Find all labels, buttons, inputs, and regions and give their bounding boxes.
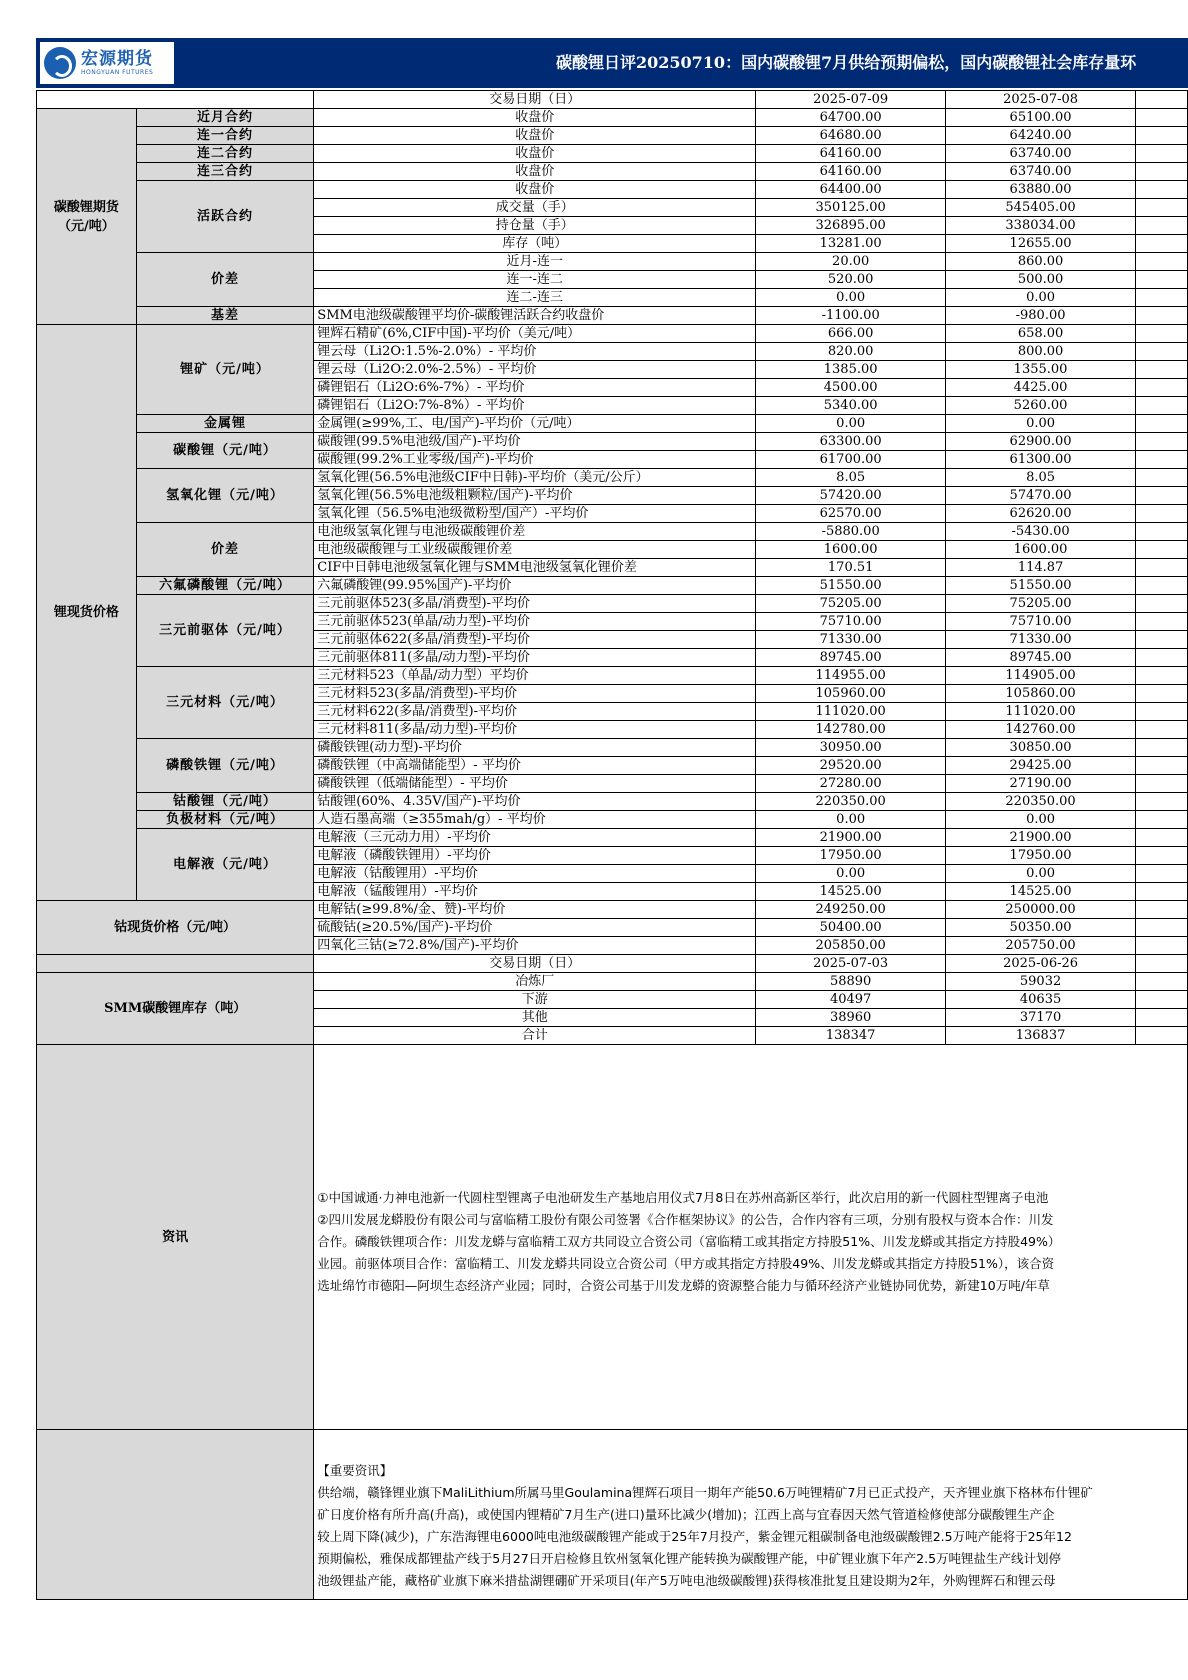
spot-item-label: CIF中日韩电池级氢氧化锂与SMM电池级氢氧化锂价差: [314, 559, 756, 577]
spot-value-3: [1136, 721, 1188, 739]
spot-value-3: [1136, 559, 1188, 577]
spot-item-label: 三元材料622(多晶/消费型)-平均价: [314, 703, 756, 721]
important-line: 预期偏松，雅保成都锂盐产线于5月27日开启检修且钦州氢氧化锂产能转换为碳酸锂产能，中矿锂业旗下年产2.5万吨锂盐生产线计划停: [317, 1551, 1062, 1566]
important-line: 矿日度价格有所升高(升高)，或使国内锂精矿7月生产(进口)量环比减少(增加)；江西上高与宜春因天然气管道检修使部分碳酸锂生产企: [317, 1507, 1055, 1522]
spot-item-label: 钴酸锂(60%、4.35V/国产)-平均价: [314, 793, 756, 811]
cobalt-value-3: [1136, 919, 1188, 937]
spot-value-3: [1136, 865, 1188, 883]
futures-value-2: 545405.00: [946, 199, 1136, 217]
futures-item-label: 连二-连三: [314, 289, 756, 307]
spot-subcategory: 碳酸锂（元/吨）: [136, 433, 314, 469]
futures-item-label: 收盘价: [314, 181, 756, 199]
date-col-2: 2025-07-08: [946, 91, 1136, 109]
spot-item-label: 锂云母（Li2O:2.0%-2.5%）- 平均价: [314, 361, 756, 379]
table-row: [37, 955, 1188, 973]
spot-value-2: 114.87: [946, 559, 1136, 577]
spot-value-3: [1136, 523, 1188, 541]
spot-value-3: [1136, 613, 1188, 631]
inventory-value-1: 138347: [756, 1027, 946, 1045]
spot-item-label: 碳酸锂(99.5%电池级/国产)-平均价: [314, 433, 756, 451]
table-row: [37, 577, 1188, 595]
inventory-item-label: 下游: [314, 991, 756, 1009]
futures-value-2: 0.00: [946, 289, 1136, 307]
spot-subcategory: 氢氧化锂（元/吨）: [136, 469, 314, 523]
table-row: [37, 253, 1188, 271]
spot-value-3: [1136, 451, 1188, 469]
spot-item-label: 磷锂铝石（Li2O:7%-8%）- 平均价: [314, 397, 756, 415]
table-row: [37, 307, 1188, 325]
futures-value-1: 13281.00: [756, 235, 946, 253]
futures-item-label: SMM电池级碳酸锂平均价-碳酸锂活跃合约收盘价: [314, 307, 756, 325]
spot-value-3: [1136, 757, 1188, 775]
spot-subcategory: 金属锂: [136, 415, 314, 433]
spot-item-label: 金属锂(≥99%,工、电/国产)-平均价（元/吨）: [314, 415, 756, 433]
logo-en-text: HONGYUAN FUTURES: [81, 68, 154, 76]
spot-value-1: 220350.00: [756, 793, 946, 811]
spot-value-2: 75710.00: [946, 613, 1136, 631]
futures-item-label: 收盘价: [314, 163, 756, 181]
futures-item-label: 成交量（手）: [314, 199, 756, 217]
futures-value-3: [1136, 109, 1188, 127]
spot-item-label: 磷锂铝石（Li2O:6%-7%）- 平均价: [314, 379, 756, 397]
spot-value-3: [1136, 379, 1188, 397]
spot-value-2: 30850.00: [946, 739, 1136, 757]
spot-value-3: [1136, 883, 1188, 901]
spot-item-label: 电解液（磷酸铁锂用）-平均价: [314, 847, 756, 865]
spot-value-1: 0.00: [756, 865, 946, 883]
futures-value-2: 63740.00: [946, 145, 1136, 163]
spot-value-1: 170.51: [756, 559, 946, 577]
cobalt-value-2: 250000.00: [946, 901, 1136, 919]
table-row: [37, 973, 1188, 991]
spot-value-1: -5880.00: [756, 523, 946, 541]
futures-category: 碳酸锂期货（元/吨）: [37, 109, 137, 325]
table-row: [37, 523, 1188, 541]
table-row: [37, 433, 1188, 451]
inventory-value-1: 38960: [756, 1009, 946, 1027]
spot-value-3: [1136, 541, 1188, 559]
spot-value-3: [1136, 739, 1188, 757]
inventory-date-3: [1136, 955, 1188, 973]
inventory-date-2: 2025-06-26: [946, 955, 1136, 973]
spot-value-2: 114905.00: [946, 667, 1136, 685]
futures-value-1: 20.00: [756, 253, 946, 271]
spot-value-1: 105960.00: [756, 685, 946, 703]
spot-value-3: [1136, 685, 1188, 703]
spot-value-2: 62620.00: [946, 505, 1136, 523]
spot-value-2: 4425.00: [946, 379, 1136, 397]
futures-value-1: 64400.00: [756, 181, 946, 199]
news-content: [314, 1045, 1188, 1430]
futures-value-1: 326895.00: [756, 217, 946, 235]
spot-item-label: 氢氧化锂（56.5%电池级微粉型/国产）-平均价: [314, 505, 756, 523]
spot-value-1: 21900.00: [756, 829, 946, 847]
futures-value-2: 12655.00: [946, 235, 1136, 253]
inventory-item-label: 冶炼厂: [314, 973, 756, 991]
spot-subcategory: 负极材料（元/吨）: [136, 811, 314, 829]
spot-value-1: 30950.00: [756, 739, 946, 757]
spot-value-1: 4500.00: [756, 379, 946, 397]
futures-value-1: -1100.00: [756, 307, 946, 325]
spot-value-1: 27280.00: [756, 775, 946, 793]
spot-value-1: 1600.00: [756, 541, 946, 559]
cobalt-item-label: 电解钴(≥99.8%/金、赞)-平均价: [314, 901, 756, 919]
spot-value-3: [1136, 325, 1188, 343]
spot-value-3: [1136, 361, 1188, 379]
futures-value-1: 64700.00: [756, 109, 946, 127]
table-row: [37, 469, 1188, 487]
futures-value-3: [1136, 271, 1188, 289]
spot-value-1: 75205.00: [756, 595, 946, 613]
spot-value-2: 62900.00: [946, 433, 1136, 451]
spot-item-label: 三元材料523（单晶/动力型）平均价: [314, 667, 756, 685]
futures-value-3: [1136, 127, 1188, 145]
company-logo: [40, 42, 174, 84]
spot-item-label: 磷酸铁锂（中高端储能型）- 平均价: [314, 757, 756, 775]
spot-value-2: 105860.00: [946, 685, 1136, 703]
table-row: [37, 145, 1188, 163]
spot-item-label: 电解液（锰酸锂用）-平均价: [314, 883, 756, 901]
spot-value-3: [1136, 415, 1188, 433]
table-row: [37, 91, 1188, 109]
spot-subcategory: 三元前驱体（元/吨）: [136, 595, 314, 667]
spot-value-2: 1600.00: [946, 541, 1136, 559]
cobalt-item-label: 硫酸钴(≥20.5%/国产)-平均价: [314, 919, 756, 937]
report-title: 碳酸锂日评20250710：国内碳酸锂7月供给预期偏松，国内碳酸锂社会库存量环: [556, 53, 1137, 72]
spot-value-3: [1136, 487, 1188, 505]
futures-value-2: 63880.00: [946, 181, 1136, 199]
futures-value-1: 520.00: [756, 271, 946, 289]
cobalt-category: 钴现货价格（元/吨）: [37, 901, 314, 955]
spot-item-label: 人造石墨高端（≥355mah/g）- 平均价: [314, 811, 756, 829]
logo-mark-icon: [44, 47, 76, 79]
cobalt-value-1: 205850.00: [756, 937, 946, 955]
important-label: [37, 1430, 314, 1600]
futures-subcategory: 活跃合约: [136, 181, 314, 253]
spot-value-3: [1136, 343, 1188, 361]
spot-item-label: 三元前驱体523(多晶/消费型)-平均价: [314, 595, 756, 613]
inventory-item-label: 合计: [314, 1027, 756, 1045]
spot-value-1: 62570.00: [756, 505, 946, 523]
spot-value-3: [1136, 397, 1188, 415]
spot-value-2: 27190.00: [946, 775, 1136, 793]
inventory-corner: [37, 955, 314, 973]
spot-value-2: -5430.00: [946, 523, 1136, 541]
spot-value-1: 57420.00: [756, 487, 946, 505]
spot-value-1: 142780.00: [756, 721, 946, 739]
inventory-value-2: 40635: [946, 991, 1136, 1009]
table-row: [37, 811, 1188, 829]
table-row: [37, 829, 1188, 847]
logo-cn-text: 宏源期货: [81, 48, 153, 69]
inventory-category: SMM碳酸锂库存（吨）: [37, 973, 314, 1045]
cobalt-value-3: [1136, 937, 1188, 955]
futures-item-label: 收盘价: [314, 145, 756, 163]
spot-value-2: 0.00: [946, 865, 1136, 883]
spot-item-label: 氢氧化锂(56.5%电池级粗颗粒/国产)-平均价: [314, 487, 756, 505]
table-row: [37, 1430, 1188, 1600]
news-line: 选址绵竹市德阳—阿坝生态经济产业园；同时，合资公司基于川发龙蟒的资源整合能力与循环经济产业链协同优势，新建10万吨/年草: [317, 1278, 1050, 1293]
spot-value-1: 1385.00: [756, 361, 946, 379]
futures-value-2: -980.00: [946, 307, 1136, 325]
table-row: [37, 595, 1188, 613]
spot-value-3: [1136, 649, 1188, 667]
date-col-3: [1136, 91, 1188, 109]
spot-item-label: 三元前驱体622(多晶/消费型)-平均价: [314, 631, 756, 649]
data-table: [36, 90, 1188, 1600]
futures-value-2: 65100.00: [946, 109, 1136, 127]
spot-item-label: 锂云母（Li2O:1.5%-2.0%）- 平均价: [314, 343, 756, 361]
futures-subcategory: 基差: [136, 307, 314, 325]
spot-value-3: [1136, 595, 1188, 613]
spot-subcategory: 锂矿（元/吨）: [136, 325, 314, 415]
futures-item-label: 收盘价: [314, 109, 756, 127]
table-row: [37, 415, 1188, 433]
date-col-1: 2025-07-09: [756, 91, 946, 109]
spot-value-3: [1136, 577, 1188, 595]
spot-value-3: [1136, 847, 1188, 865]
spot-value-1: 666.00: [756, 325, 946, 343]
spot-value-2: 61300.00: [946, 451, 1136, 469]
spot-item-label: 碳酸锂(99.2%工业零级/国产)-平均价: [314, 451, 756, 469]
spot-item-label: 锂辉石精矿(6%,CIF中国)-平均价（美元/吨）: [314, 325, 756, 343]
futures-value-3: [1136, 217, 1188, 235]
news-line: ②四川发展龙蟒股份有限公司与富临精工股份有限公司签署《合作框架协议》的公告，合作内容有三项，分别有股权与资本合作：川发: [317, 1212, 1054, 1227]
table-row: [37, 109, 1188, 127]
news-label: 资讯: [37, 1045, 314, 1430]
spot-value-1: 17950.00: [756, 847, 946, 865]
spot-item-label: 电解液（钴酸锂用）-平均价: [314, 865, 756, 883]
spot-value-3: [1136, 811, 1188, 829]
spot-value-2: 51550.00: [946, 577, 1136, 595]
spot-value-2: 57470.00: [946, 487, 1136, 505]
spot-item-label: 三元前驱体523(单晶/动力型)-平均价: [314, 613, 756, 631]
spot-value-1: 71330.00: [756, 631, 946, 649]
cobalt-value-2: 205750.00: [946, 937, 1136, 955]
futures-value-3: [1136, 163, 1188, 181]
spot-item-label: 磷酸铁锂(动力型)-平均价: [314, 739, 756, 757]
date-header: 交易日期（日）: [314, 91, 756, 109]
futures-value-2: 64240.00: [946, 127, 1136, 145]
spot-value-2: 0.00: [946, 811, 1136, 829]
spot-category: 锂现货价格: [37, 325, 137, 901]
spot-value-2: 142760.00: [946, 721, 1136, 739]
futures-value-1: 64160.00: [756, 145, 946, 163]
futures-value-1: 350125.00: [756, 199, 946, 217]
futures-item-label: 持仓量（手）: [314, 217, 756, 235]
cobalt-value-1: 249250.00: [756, 901, 946, 919]
news-line: 业园。前驱体项目合作：富临精工、川发龙蟒共同设立合资公司（甲方或其指定方持股49%、川发龙蟒或其指定方持股51%），该合资: [317, 1256, 1055, 1271]
futures-value-1: 0.00: [756, 289, 946, 307]
spot-value-1: 75710.00: [756, 613, 946, 631]
news-line: 合作。磷酸铁锂项合作：川发龙蟒与富临精工双方共同设立合资公司（富临精工或其指定方持股51%、川发龙蟒或其指定方持股49%）: [317, 1234, 1061, 1249]
inventory-value-3: [1136, 1027, 1188, 1045]
spot-value-2: 21900.00: [946, 829, 1136, 847]
futures-value-3: [1136, 145, 1188, 163]
spot-value-1: 0.00: [756, 811, 946, 829]
cobalt-item-label: 四氧化三钴(≥72.8%/国产)-平均价: [314, 937, 756, 955]
futures-value-3: [1136, 235, 1188, 253]
news-lines: [317, 1045, 1184, 1297]
spot-value-1: 61700.00: [756, 451, 946, 469]
spot-value-3: [1136, 505, 1188, 523]
inventory-value-3: [1136, 1009, 1188, 1027]
table-row: [37, 1045, 1188, 1430]
spot-value-1: 29520.00: [756, 757, 946, 775]
futures-value-3: [1136, 253, 1188, 271]
table-row: [37, 901, 1188, 919]
spot-item-label: 电解液（三元动力用）-平均价: [314, 829, 756, 847]
spot-subcategory: 电解液（元/吨）: [136, 829, 314, 901]
spot-subcategory: 三元材料（元/吨）: [136, 667, 314, 739]
futures-item-label: 连一-连二: [314, 271, 756, 289]
futures-value-3: [1136, 307, 1188, 325]
spot-value-2: 0.00: [946, 415, 1136, 433]
futures-subcategory: 连三合约: [136, 163, 314, 181]
spot-value-3: [1136, 703, 1188, 721]
futures-item-label: 库存（吨）: [314, 235, 756, 253]
spot-subcategory: 钴酸锂（元/吨）: [136, 793, 314, 811]
futures-value-3: [1136, 289, 1188, 307]
table-row: [37, 163, 1188, 181]
inventory-value-1: 40497: [756, 991, 946, 1009]
important-line: 供给端，赣锋锂业旗下MaliLithium所属马里Goulamina锂辉石项目一期年产能50.6万吨锂精矿7月已正式投产，天齐锂业旗下格林布什锂矿: [317, 1485, 1093, 1500]
table-row: [37, 181, 1188, 199]
spot-value-2: 8.05: [946, 469, 1136, 487]
important-line: 池级锂盐产能，藏格矿业旗下麻米措盐湖锂硼矿开采项目(年产5万吨电池级碳酸锂)获得核准批复且建设期为2年，外购锂辉石和锂云母: [317, 1573, 1056, 1588]
spot-value-1: 14525.00: [756, 883, 946, 901]
report-header: [36, 38, 1188, 88]
spot-subcategory: 六氟磷酸锂（元/吨）: [136, 577, 314, 595]
spot-value-3: [1136, 829, 1188, 847]
futures-subcategory: 连一合约: [136, 127, 314, 145]
important-heading: 【重要资讯】: [317, 1463, 393, 1478]
table-row: [37, 667, 1188, 685]
spot-value-1: 63300.00: [756, 433, 946, 451]
spot-value-3: [1136, 433, 1188, 451]
spot-value-3: [1136, 793, 1188, 811]
inventory-value-1: 58890: [756, 973, 946, 991]
spot-item-label: 磷酸铁锂（低端储能型）- 平均价: [314, 775, 756, 793]
spot-value-2: 1355.00: [946, 361, 1136, 379]
spot-value-2: 800.00: [946, 343, 1136, 361]
spot-item-label: 三元材料811(多晶/动力型)-平均价: [314, 721, 756, 739]
inventory-value-3: [1136, 973, 1188, 991]
spot-value-2: 5260.00: [946, 397, 1136, 415]
spot-value-2: 71330.00: [946, 631, 1136, 649]
spot-item-label: 氢氧化锂(56.5%电池级CIF中日韩)-平均价（美元/公斤）: [314, 469, 756, 487]
futures-item-label: 收盘价: [314, 127, 756, 145]
futures-subcategory: 近月合约: [136, 109, 314, 127]
futures-subcategory: 连二合约: [136, 145, 314, 163]
important-content: [314, 1430, 1188, 1600]
table-row: [37, 325, 1188, 343]
spot-value-1: 8.05: [756, 469, 946, 487]
spot-value-2: 111020.00: [946, 703, 1136, 721]
corner-cell: [37, 91, 314, 109]
spot-item-label: 六氟磷酸锂(99.95%国产)-平均价: [314, 577, 756, 595]
spot-value-2: 29425.00: [946, 757, 1136, 775]
cobalt-value-2: 50350.00: [946, 919, 1136, 937]
spot-value-1: 111020.00: [756, 703, 946, 721]
spot-value-1: 820.00: [756, 343, 946, 361]
inventory-date-header: 交易日期（日）: [314, 955, 756, 973]
spot-value-1: 5340.00: [756, 397, 946, 415]
inventory-item-label: 其他: [314, 1009, 756, 1027]
futures-item-label: 近月-连一: [314, 253, 756, 271]
spot-value-2: 89745.00: [946, 649, 1136, 667]
futures-value-2: 500.00: [946, 271, 1136, 289]
spot-value-3: [1136, 667, 1188, 685]
spot-value-2: 220350.00: [946, 793, 1136, 811]
inventory-value-2: 59032: [946, 973, 1136, 991]
spot-value-2: 658.00: [946, 325, 1136, 343]
futures-value-2: 860.00: [946, 253, 1136, 271]
spot-item-label: 三元前驱体811(多晶/动力型)-平均价: [314, 649, 756, 667]
spot-subcategory: 价差: [136, 523, 314, 577]
spot-value-3: [1136, 469, 1188, 487]
spot-subcategory: 磷酸铁锂（元/吨）: [136, 739, 314, 793]
spot-value-3: [1136, 775, 1188, 793]
futures-value-1: 64160.00: [756, 163, 946, 181]
inventory-value-2: 37170: [946, 1009, 1136, 1027]
news-line: ①中国诚通·力神电池新一代圆柱型锂离子电池研发生产基地启用仪式7月8日在苏州高新区举行，此次启用的新一代圆柱型锂离子电池: [317, 1190, 1049, 1205]
inventory-date-1: 2025-07-03: [756, 955, 946, 973]
cobalt-value-1: 50400.00: [756, 919, 946, 937]
spot-item-label: 三元材料523(多晶/消费型)-平均价: [314, 685, 756, 703]
spot-value-1: 0.00: [756, 415, 946, 433]
futures-value-1: 64680.00: [756, 127, 946, 145]
spot-value-3: [1136, 631, 1188, 649]
inventory-value-2: 136837: [946, 1027, 1136, 1045]
important-line: 较上周下降(减少)，广东浩海锂电6000吨电池级碳酸锂产能或于25年7月投产，紫金锂元粗碳制备电池级碳酸锂2.5万吨产能将于25年12: [317, 1529, 1072, 1544]
spot-value-2: 17950.00: [946, 847, 1136, 865]
spot-value-2: 75205.00: [946, 595, 1136, 613]
spot-value-2: 14525.00: [946, 883, 1136, 901]
inventory-value-3: [1136, 991, 1188, 1009]
spot-item-label: 电池级碳酸锂与工业级碳酸锂价差: [314, 541, 756, 559]
futures-value-2: 63740.00: [946, 163, 1136, 181]
cobalt-value-3: [1136, 901, 1188, 919]
table-row: [37, 739, 1188, 757]
table-row: [37, 793, 1188, 811]
futures-value-3: [1136, 199, 1188, 217]
spot-value-1: 51550.00: [756, 577, 946, 595]
futures-value-3: [1136, 181, 1188, 199]
futures-value-2: 338034.00: [946, 217, 1136, 235]
spot-value-1: 114955.00: [756, 667, 946, 685]
table-row: [37, 127, 1188, 145]
futures-subcategory: 价差: [136, 253, 314, 307]
spot-item-label: 电池级氢氧化锂与电池级碳酸锂价差: [314, 523, 756, 541]
spot-value-1: 89745.00: [756, 649, 946, 667]
